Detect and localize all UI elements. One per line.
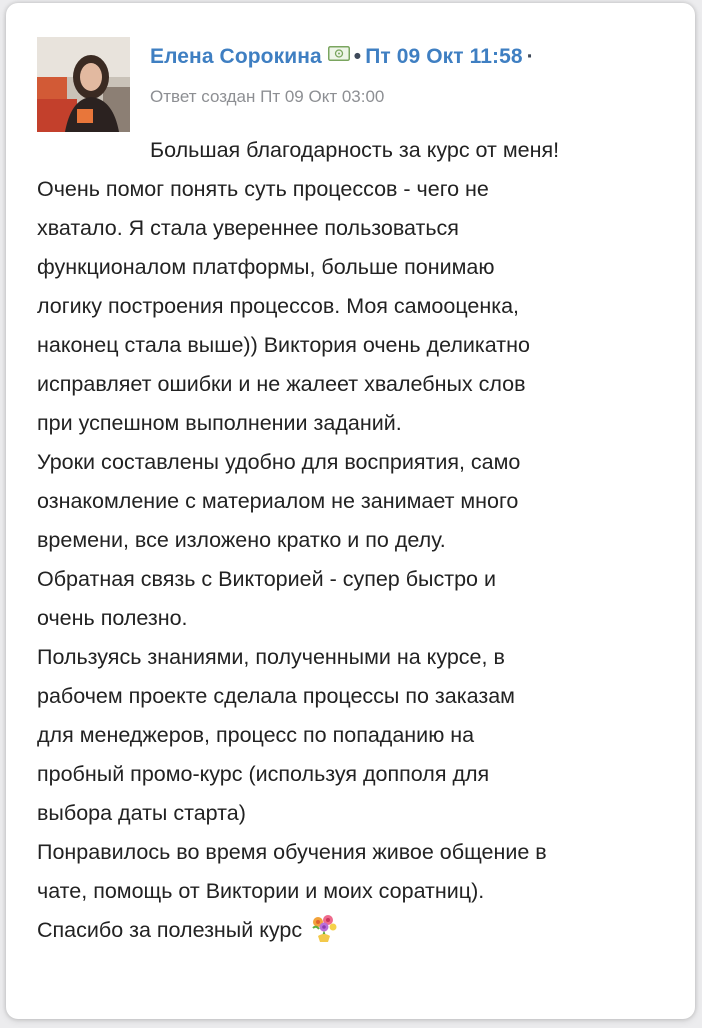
review-text [37,131,687,950]
author-name[interactable]: Елена Сорокина [150,45,322,68]
header-trailing-separator: · [526,45,534,68]
avatar[interactable] [37,37,130,132]
header-separator: • [353,45,362,68]
review-line: выбора даты старта) [37,801,246,825]
review-line: Обратная связь с Викторией - супер быстро и [37,567,496,591]
review-line: исправляет ошибки и не жалеет хвалебных слов [37,372,526,396]
review-line: Очень помог понять суть процессов - чего не [37,177,489,201]
review-line: Большая благодарность за курс от меня! [150,138,560,162]
review-line: Понравилось во время обучения живое общение в [37,840,547,864]
review-line-text: Спасибо за полезный курс [37,918,303,942]
review-line-last [37,911,687,950]
review-line: Пользуясь знаниями, полученными на курсе, в [37,645,505,669]
review-line: при успешном выполнении заданий. [37,411,402,435]
review-line: для менеджеров, процесс по попаданию на [37,723,475,747]
review-header [150,43,538,69]
review-line: очень полезно. [37,606,188,630]
review-line: логику построения процессов. Моя самооценка, [37,294,520,318]
user-avatar-photo-icon [37,37,130,132]
review-line: функционалом платформы, больше понимаю [37,255,495,279]
review-line: Уроки составлены удобно для восприятия, само [37,450,521,474]
review-line: хватало. Я стала увереннее пользоваться [37,216,459,240]
vk-badge-icon [328,43,350,58]
review-line: времени, все изложено кратко и по делу. [37,528,446,552]
review-line: чате, помощь от Виктории и моих соратниц). [37,879,485,903]
review-line: рабочем проекте сделала процессы по заказам [37,684,515,708]
review-card [6,3,695,1019]
review-line: пробный промо-курс (используя допполя для [37,762,490,786]
answer-created-subtitle: Ответ создан Пт 09 Окт 03:00 [150,87,385,106]
post-date-link[interactable]: Пт 09 Окт 11:58 [365,45,523,68]
review-line: наконец стала выше)) Виктория очень деликатно [37,333,530,357]
bouquet-emoji-icon [308,912,340,944]
review-line: ознакомление с материалом не занимает много [37,489,519,513]
